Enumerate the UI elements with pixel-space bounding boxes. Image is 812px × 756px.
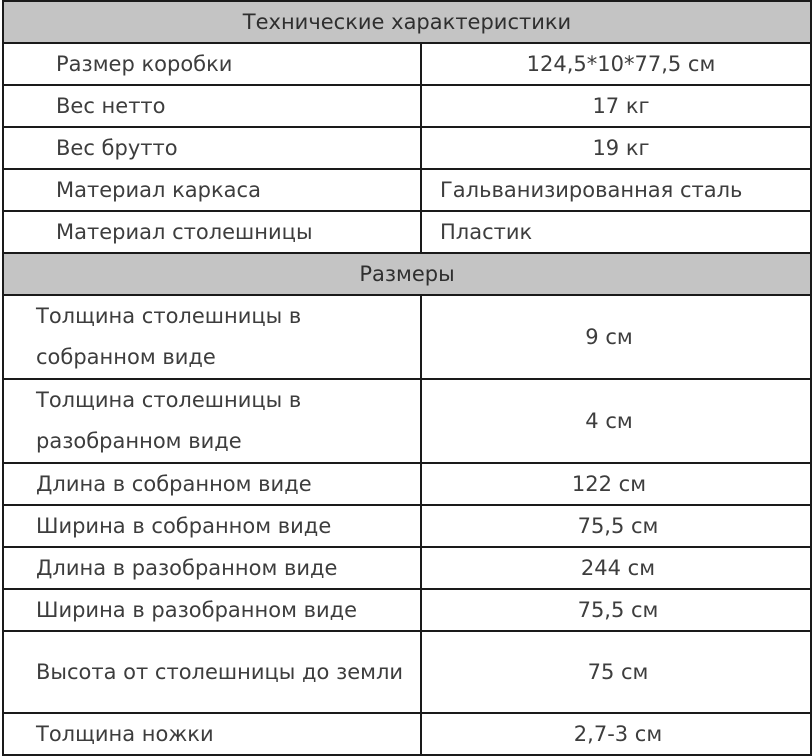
row-label: Высота от столешницы до земли (3, 631, 421, 713)
row-value: 2,7-3 см (421, 713, 811, 755)
table-row (3, 631, 811, 713)
specs-table (2, 0, 812, 756)
table-row (3, 169, 811, 211)
section-header-dimensions (3, 253, 811, 295)
row-value: 19 кг (421, 127, 811, 169)
table-row (3, 713, 811, 755)
table-row (3, 379, 811, 463)
row-value: 244 см (421, 547, 811, 589)
row-label: Толщина столешницы в разобранном виде (3, 379, 421, 463)
row-value: 9 см (421, 295, 811, 379)
row-label: Материал столешницы (3, 211, 421, 253)
table-row (3, 295, 811, 379)
table-row (3, 463, 811, 505)
row-value: 124,5*10*77,5 см (421, 43, 811, 85)
row-label: Материал каркаса (3, 169, 421, 211)
row-value: 122 см (421, 463, 811, 505)
row-label: Толщина столешницы в собранном виде (3, 295, 421, 379)
row-value: 75,5 см (421, 589, 811, 631)
table-row (3, 505, 811, 547)
row-value: 4 см (421, 379, 811, 463)
section-title: Размеры (3, 253, 811, 295)
table-row (3, 127, 811, 169)
table-row (3, 85, 811, 127)
row-label: Вес брутто (3, 127, 421, 169)
row-label: Длина в разобранном виде (3, 547, 421, 589)
table-row (3, 211, 811, 253)
row-value: Пластик (421, 211, 811, 253)
section-header-specs (3, 1, 811, 43)
row-value: 75 см (421, 631, 811, 713)
row-label: Длина в собранном виде (3, 463, 421, 505)
table-row (3, 547, 811, 589)
table-row (3, 43, 811, 85)
row-label: Ширина в собранном виде (3, 505, 421, 547)
row-label: Толщина ножки (3, 713, 421, 755)
table-row (3, 589, 811, 631)
row-label: Вес нетто (3, 85, 421, 127)
row-value: 75,5 см (421, 505, 811, 547)
row-label: Размер коробки (3, 43, 421, 85)
row-value: Гальванизированная сталь (421, 169, 811, 211)
section-title: Технические характеристики (3, 1, 811, 43)
row-label: Ширина в разобранном виде (3, 589, 421, 631)
row-value: 17 кг (421, 85, 811, 127)
